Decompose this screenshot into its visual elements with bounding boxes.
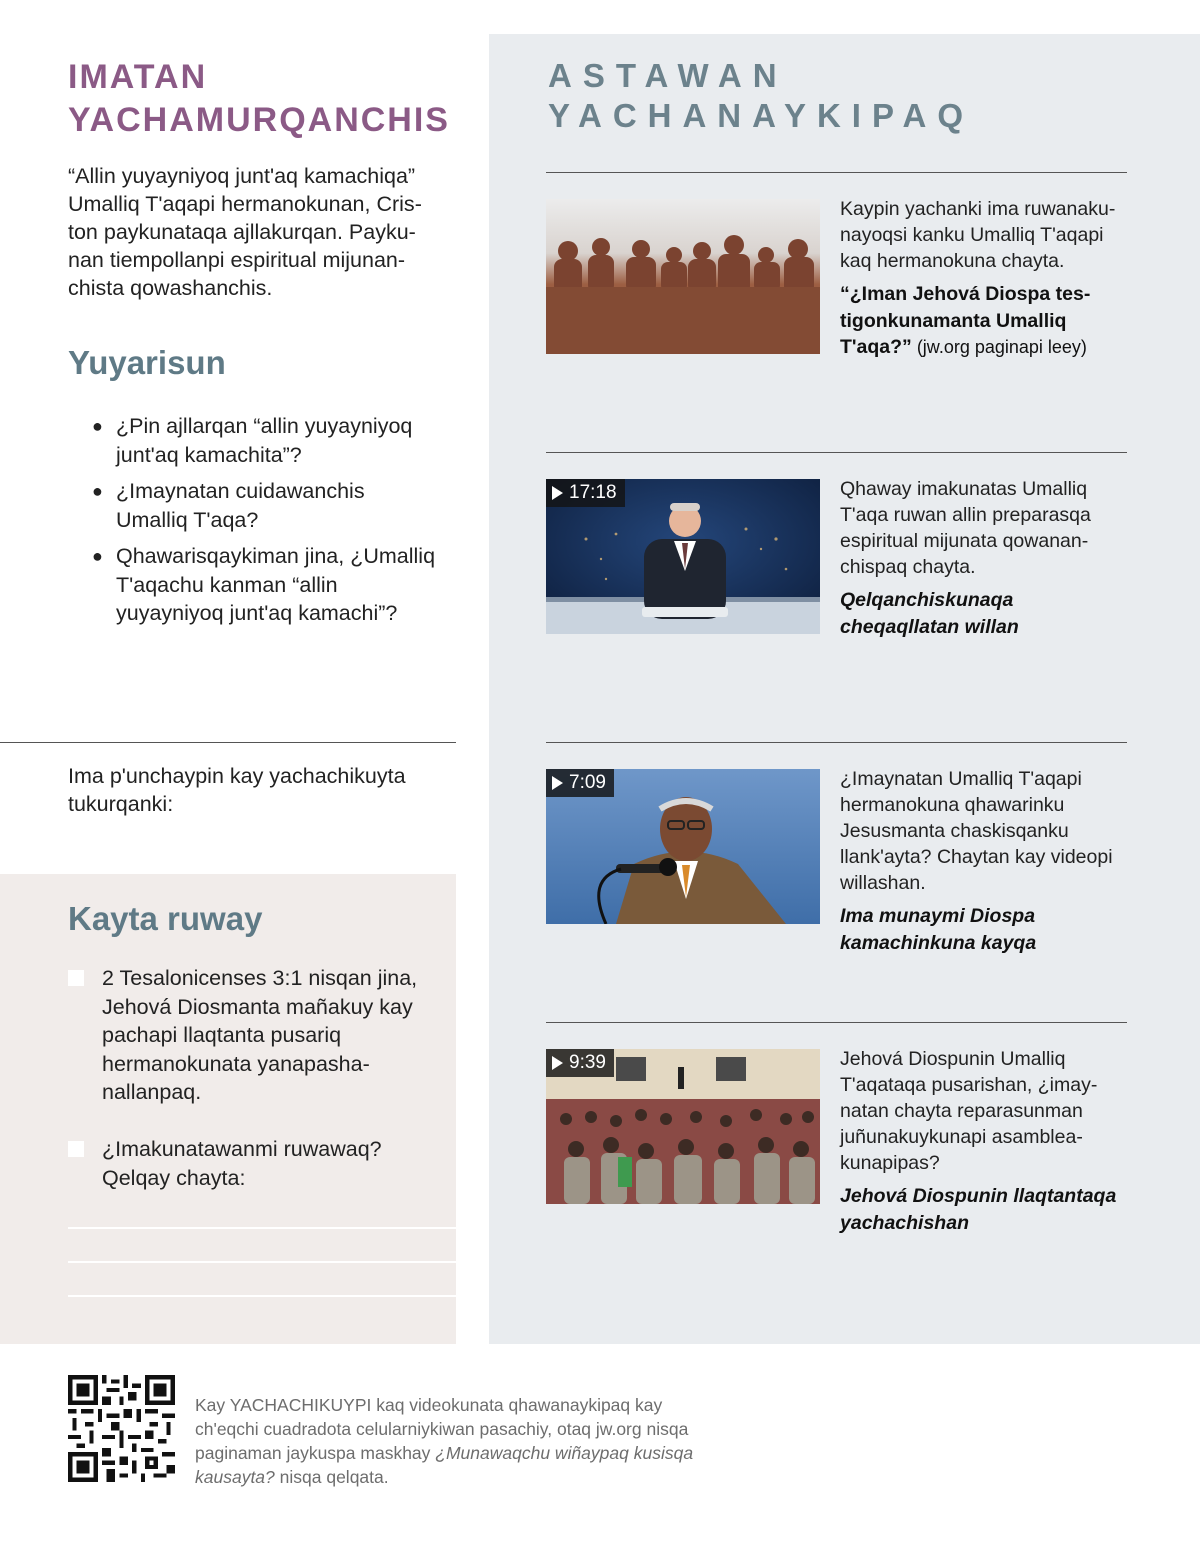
item-divider bbox=[546, 1022, 1127, 1023]
lesson-title bbox=[68, 56, 448, 142]
footer-text-start: Kay YACHACHIKUYPI kaq videokunata qhawanaykipaq kay ch'eqchi cuadradota celularniykiwan pasachiy, otaq jw.org nisqa paginaman jaykuspa maskhay bbox=[195, 1395, 689, 1463]
review-questions bbox=[92, 412, 442, 636]
video-duration: 7:09 bbox=[569, 772, 606, 793]
qr-code[interactable] bbox=[68, 1375, 175, 1482]
item-description: Kaypin yachanki ima ruwanakunayoqsi kanku Umalliq T'aqapi kaq hermanokuna chayta. bbox=[840, 198, 1116, 272]
lesson-title-line-2: YACHAMURQANCHIS bbox=[68, 101, 450, 139]
section-divider bbox=[0, 742, 456, 743]
video-link[interactable]: Qelqanchiskunaqa cheqaqllatan willan bbox=[840, 589, 1019, 638]
action-item-text: 2 Tesalonicenses 3:1 nisqan jina, Jehová Diosmanta mañakuy kay pachapi llaqtanta pusariq hermanokunata yanapashanallanpaq. bbox=[102, 966, 418, 1104]
article-thumbnail[interactable] bbox=[546, 199, 820, 354]
footer-text-end: nisqa qelqata. bbox=[274, 1467, 389, 1487]
item-divider bbox=[546, 172, 1127, 173]
review-heading: Yuyarisun bbox=[68, 344, 226, 381]
video-duration: 9:39 bbox=[569, 1052, 606, 1073]
duration-badge bbox=[546, 769, 614, 797]
completion-date-label: Ima p'unchaypin kay yachachikuyta tukurqanki: bbox=[68, 764, 406, 816]
footer-book-title: ¿Munawaqchu wiñaypaq kusisqa kausayta? bbox=[195, 1443, 694, 1487]
action-item[interactable] bbox=[68, 1135, 438, 1192]
article-link[interactable] bbox=[840, 281, 1132, 361]
learn-more-title-line-1: ASTAWAN bbox=[548, 57, 788, 94]
article-link-note: (jw.org paginapi leey) bbox=[911, 337, 1087, 357]
write-line[interactable] bbox=[68, 1227, 456, 1229]
video-thumbnail[interactable] bbox=[546, 479, 820, 634]
item-description: Qhaway imakunatas Umalliq T'aqa ruwan allin preparasqa espiritual mijunata qowananchispaq chayta. bbox=[840, 478, 1091, 578]
duration-badge bbox=[546, 1049, 614, 1077]
video-thumbnail[interactable] bbox=[546, 1049, 820, 1204]
review-question bbox=[92, 412, 442, 469]
video-thumbnail[interactable] bbox=[546, 769, 820, 924]
write-line[interactable] bbox=[68, 1295, 456, 1297]
action-box bbox=[0, 874, 456, 1344]
review-question-text: ¿Imaynatan cuidawanchis Umalliq T'aqa? bbox=[116, 479, 365, 532]
action-heading: Kayta ruway bbox=[68, 900, 263, 937]
video-duration: 17:18 bbox=[569, 482, 617, 503]
checkbox-icon[interactable] bbox=[68, 1141, 84, 1157]
review-question-text: Qhawarisqaykiman jina, ¿Umalliq T'aqachu kanman “allin yuyayniyoq junt'aq kamachi”? bbox=[116, 544, 436, 625]
bullet-icon: ● bbox=[92, 481, 103, 501]
learn-more-title-line-2: YACHANAYKIPAQ bbox=[548, 97, 975, 134]
footer-instructions bbox=[195, 1393, 715, 1489]
action-item[interactable] bbox=[68, 964, 438, 1107]
action-item-text: ¿Imakunatawanmi ruwawaq? Qelqay chayta: bbox=[102, 1137, 382, 1190]
qr-code-icon bbox=[68, 1375, 175, 1482]
lesson-title-line-1: IMATAN bbox=[68, 58, 208, 96]
video-link[interactable]: Jehová Diospunin llaqtantaqa yachachishan bbox=[840, 1185, 1117, 1234]
play-icon[interactable] bbox=[552, 776, 563, 790]
review-question-text: ¿Pin ajllarqan “allin yuyayniyoq junt'aq kamachita”? bbox=[116, 414, 413, 467]
review-question bbox=[92, 542, 442, 628]
item-divider bbox=[546, 452, 1127, 453]
play-icon[interactable] bbox=[552, 486, 563, 500]
bullet-icon: ● bbox=[92, 546, 103, 566]
lesson-intro: “Allin yuyayniyoq junt'aq kamachiqa” Umalliq T'aqapi hermanokunan, Criston paykunataqa ajllakurqan. Paykunan tiempollanpi espiritual mijunanchista qowashanchis. bbox=[68, 164, 422, 300]
video-link[interactable]: Ima munaymi Diospa kamachinkuna kayqa bbox=[840, 905, 1037, 954]
article-link-title[interactable]: “¿Iman Jehová Diospa testigonkunamanta Umalliq T'aqa?” bbox=[840, 283, 1091, 358]
item-divider bbox=[546, 742, 1127, 743]
review-question bbox=[92, 477, 442, 534]
learn-more-title bbox=[548, 56, 1148, 136]
item-description: ¿Imaynatan Umalliq T'aqapi hermanokuna qhawarinku Jesusmanta chaskisqanku llank'ayta? Chaytan kay videopi willashan. bbox=[840, 768, 1113, 894]
duration-badge bbox=[546, 479, 625, 507]
write-line[interactable] bbox=[68, 1261, 456, 1263]
play-icon[interactable] bbox=[552, 1056, 563, 1070]
bullet-icon: ● bbox=[92, 416, 103, 436]
item-description: Jehová Diospunin Umalliq T'aqataqa pusarishan, ¿imaynatan chayta reparasunman juñunakuykunapi asambleakunapipas? bbox=[840, 1048, 1098, 1174]
checkbox-icon[interactable] bbox=[68, 970, 84, 986]
meeting-silhouette-image bbox=[546, 199, 820, 354]
